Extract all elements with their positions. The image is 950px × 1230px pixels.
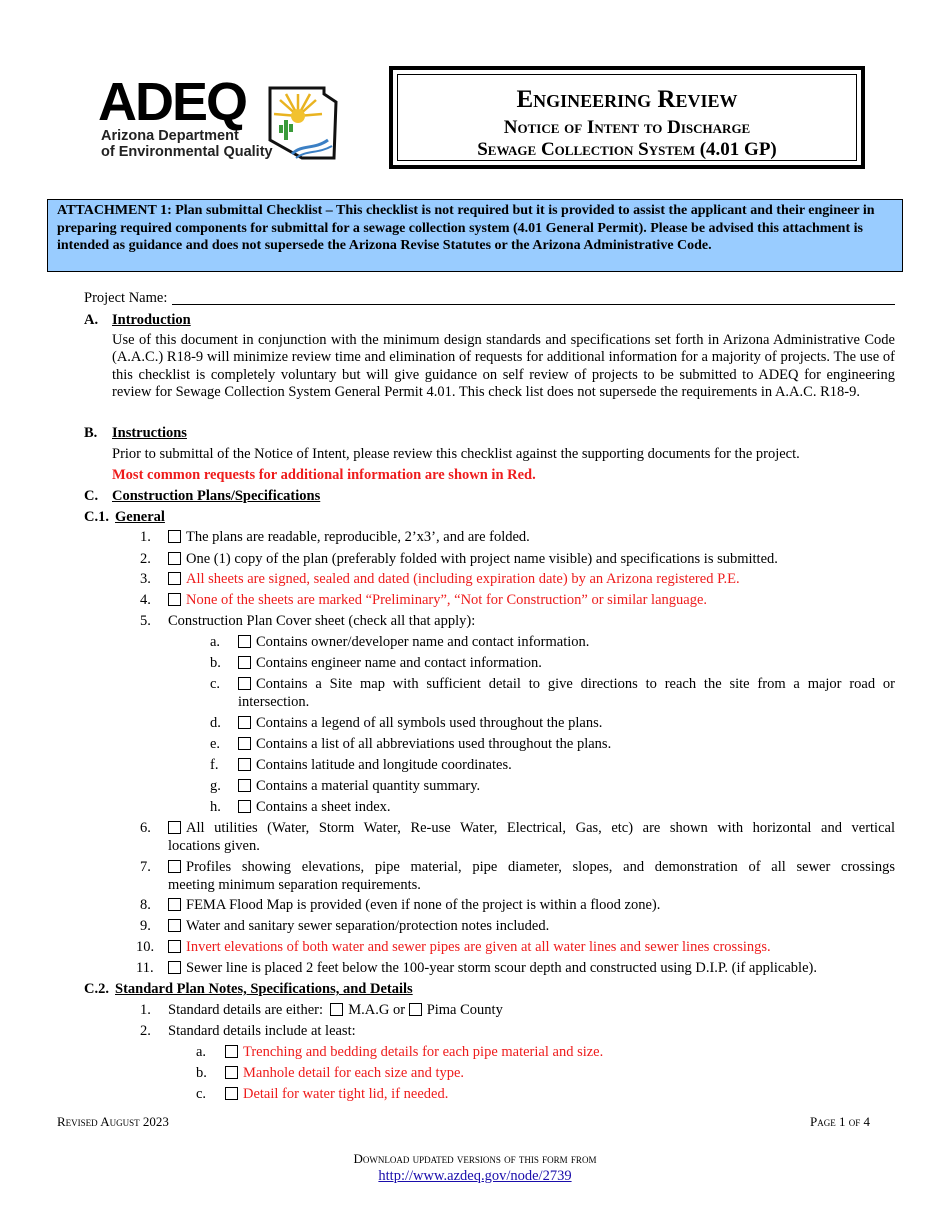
subitem-letter: b. (210, 655, 221, 671)
title-box (389, 66, 865, 169)
arizona-sun-icon (262, 80, 340, 162)
item-text: One (1) copy of the plan (preferably folded with project name visible) and specifications is submitted. (186, 551, 778, 567)
logo-subtitle (101, 128, 273, 160)
item-text: Water and sanitary sewer separation/protection notes included. (186, 918, 550, 934)
checkbox[interactable] (238, 677, 251, 690)
checkbox[interactable] (168, 860, 181, 873)
item-text: Trenching and bedding details for each pipe material and size. (243, 1044, 604, 1060)
attachment-note: ATTACHMENT 1: Plan submittal Checklist – This checklist is not required but it is provided to assist the applicant and their engineer in preparing required components for submittal for a sewage collection system (4.01 General Permit). Please be advised this attachment is intended as guidance and does not supersede the Arizona Revise Statutes or the Arizona Administrative Code. (47, 199, 903, 272)
standard-details-item (168, 1002, 503, 1019)
section-c-heading: Construction Plans/Specifications (112, 488, 321, 504)
item-text: Contains owner/developer name and contact information. (256, 634, 590, 650)
subitem-letter: d. (210, 715, 221, 731)
item-number: 11. (136, 960, 154, 976)
c1-number: C.1. (84, 509, 109, 525)
item-text: Contains a sheet index. (256, 799, 391, 815)
item-number: 7. (140, 859, 151, 875)
item-text: Sewer line is placed 2 feet below the 100-year storm scour depth and constructed using D.I.P. (if applicable). (186, 960, 817, 976)
checklist-item (168, 592, 707, 609)
item-text: Detail for water tight lid, if needed. (243, 1086, 449, 1102)
item-number: 4. (140, 592, 151, 608)
c1-heading: General (115, 509, 165, 525)
checklist-subitem (238, 634, 589, 651)
checklist-subitem (238, 757, 512, 774)
checkbox[interactable] (238, 656, 251, 669)
item-number: 9. (140, 918, 151, 934)
item-text: Profiles showing elevations, pipe material, pipe diameter, slopes, and demonstration of all sewer crossings (186, 859, 895, 875)
logo-letters: ADEQ (98, 72, 247, 132)
checklist-item (168, 939, 771, 956)
item-text: Construction Plan Cover sheet (check all that apply): (168, 613, 476, 629)
checkbox[interactable] (225, 1066, 238, 1079)
item-text: Contains a legend of all symbols used throughout the plans. (256, 715, 603, 731)
checklist-item (168, 897, 660, 914)
subitem-letter: a. (210, 634, 221, 650)
subitem-letter: b. (196, 1065, 207, 1081)
checklist-item (168, 918, 549, 935)
item-text: Contains latitude and longitude coordinates. (256, 757, 512, 773)
checklist-subitem (238, 736, 611, 753)
checklist-item (168, 820, 895, 837)
subitem-letter: h. (210, 799, 221, 815)
checkbox[interactable] (238, 758, 251, 771)
item-text: The plans are readable, reproducible, 2’x3’, and are folded. (186, 529, 530, 545)
section-b-body: Prior to submittal of the Notice of Intent, please review this checklist against the supporting documents for the project. (112, 446, 800, 462)
checkbox[interactable] (238, 716, 251, 729)
section-b-red-note: Most common requests for additional information are shown in Red. (112, 467, 536, 483)
item-text: Contains a Site map with sufficient detail to give directions to reach the site from a major road or (256, 676, 895, 692)
checklist-item (168, 551, 778, 568)
title-sewage-collection: Sewage Collection System (4.01 GP) (477, 139, 777, 160)
checkbox[interactable] (168, 940, 181, 953)
section-a-letter: A. (84, 312, 99, 328)
checklist-item (168, 960, 817, 977)
item-number: 1. (140, 1002, 151, 1018)
section-c-letter: C. (84, 488, 99, 504)
item-text: Contains a list of all abbreviations used throughout the plans. (256, 736, 612, 752)
checkbox[interactable] (238, 779, 251, 792)
item-text: FEMA Flood Map is provided (even if none of the project is within a flood zone). (186, 897, 661, 913)
section-a-heading: Introduction (112, 312, 191, 328)
item-text: All utilities (Water, Storm Water, Re-use Water, Electrical, Gas, etc) are shown with horizontal and vertical (186, 820, 895, 836)
checkbox[interactable] (168, 572, 181, 585)
checklist-item (168, 571, 740, 588)
checklist-subitem (238, 799, 391, 816)
project-name-field[interactable] (172, 304, 895, 305)
logo-line-2: of Environmental Quality (101, 144, 273, 160)
title-engineering-review: Engineering Review (516, 86, 738, 113)
checklist-subitem (238, 715, 602, 732)
subitem-letter: g. (210, 778, 221, 794)
item-number: 3. (140, 571, 151, 587)
item-text: Invert elevations of both water and sewer pipes are given at all water lines and sewer lines crossings. (186, 939, 771, 955)
option-pima-county: Pima County (426, 1002, 503, 1018)
item-text-continued: meeting minimum separation requirements. (168, 877, 421, 893)
logo-line-1: Arizona Department (101, 128, 239, 144)
item-text: Standard details are either: (168, 1002, 324, 1018)
subitem-letter: e. (210, 736, 221, 752)
checklist-subitem (225, 1044, 603, 1061)
checklist-subitem (225, 1065, 464, 1082)
checkbox[interactable] (168, 821, 181, 834)
item-text: Standard details include at least: (168, 1023, 356, 1039)
page-number: Page 1 of 4 (810, 1114, 870, 1129)
download-link[interactable]: http://www.azdeq.gov/node/2739 (378, 1168, 572, 1184)
checklist-subitem (238, 676, 895, 693)
item-number: 10. (136, 939, 155, 955)
checkbox[interactable] (238, 737, 251, 750)
checklist-subitem (238, 778, 480, 795)
checklist-subitem (238, 655, 542, 672)
checkbox[interactable] (225, 1045, 238, 1058)
checkbox[interactable] (168, 552, 181, 565)
subitem-letter: f. (210, 757, 219, 773)
item-number: 1. (140, 529, 151, 545)
checklist-item (168, 529, 530, 546)
c2-number: C.2. (84, 981, 109, 997)
project-name-label: Project Name: (84, 290, 168, 306)
checkbox[interactable] (168, 898, 181, 911)
title-inner (397, 74, 857, 161)
checklist-subitem (225, 1086, 448, 1103)
pima-county-checkbox[interactable] (409, 1003, 422, 1016)
section-a-body: Use of this document in conjunction with the minimum design standards and specifications set forth in Arizona Administrative Code (A.A.C.) R18-9 will minimize review time and elimination of requests for additional information for a majority of projects. The use of this checklist is completely voluntary but will give guidance on self review of projects to be submitted to ADEQ for engineering review for Sewage Collection System General Permit 4.01. This check list does not supersede the requirements in A.A.C. R18-9. (112, 332, 895, 401)
checkbox[interactable] (168, 530, 181, 543)
section-b-letter: B. (84, 425, 98, 441)
subitem-letter: a. (196, 1044, 207, 1060)
item-number: 6. (140, 820, 151, 836)
subitem-letter: c. (196, 1086, 207, 1102)
item-text: Contains a material quantity summary. (256, 778, 481, 794)
revised-date: Revised August 2023 (57, 1114, 169, 1129)
subitem-letter: c. (210, 676, 221, 692)
c2-heading: Standard Plan Notes, Specifications, and Details (115, 981, 413, 997)
item-number: 2. (140, 1023, 151, 1039)
title-notice-of-intent: Notice of Intent to Discharge (503, 117, 751, 138)
mag-checkbox[interactable] (330, 1003, 343, 1016)
checkbox[interactable] (238, 800, 251, 813)
item-text-continued: locations given. (168, 838, 260, 854)
item-number: 5. (140, 613, 151, 629)
checkbox[interactable] (168, 961, 181, 974)
checkbox[interactable] (168, 919, 181, 932)
item-number: 8. (140, 897, 151, 913)
item-text: Contains engineer name and contact information. (256, 655, 542, 671)
item-text-continued: intersection. (238, 694, 310, 710)
item-text: None of the sheets are marked “Preliminary”, “Not for Construction” or similar language. (186, 592, 708, 608)
checklist-item (168, 859, 895, 876)
section-b-heading: Instructions (112, 425, 187, 441)
option-mag: M.A.G or (348, 1002, 406, 1018)
item-number: 2. (140, 551, 151, 567)
checkbox[interactable] (225, 1087, 238, 1100)
checkbox[interactable] (168, 593, 181, 606)
item-text: All sheets are signed, sealed and dated (including expiration date) by an Arizona registered P.E. (186, 571, 740, 587)
checkbox[interactable] (238, 635, 251, 648)
download-note: Download updated versions of this form from (353, 1151, 597, 1166)
item-text: Manhole detail for each size and type. (243, 1065, 465, 1081)
